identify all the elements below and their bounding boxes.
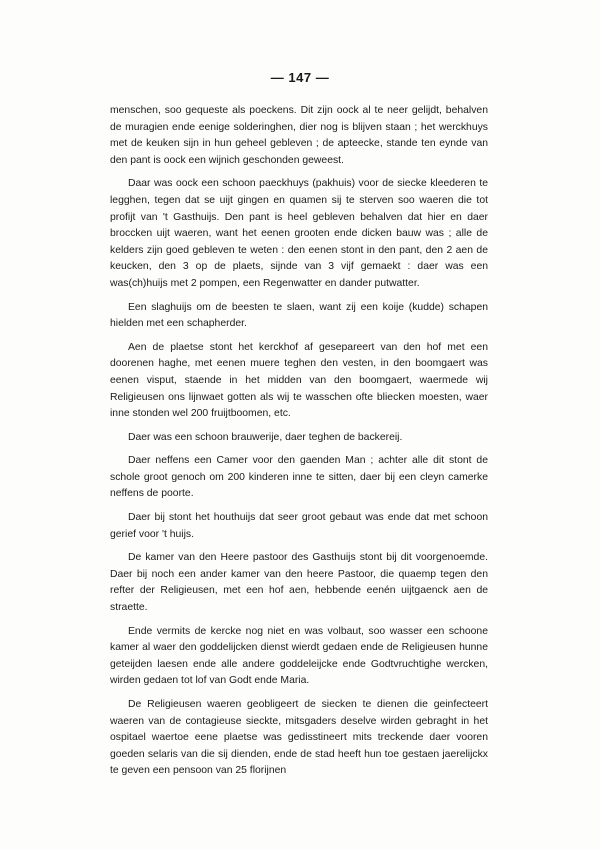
paragraph: Daer was een schoon brauwerije, daer teghen de backereij. [128, 431, 403, 443]
paragraph: Ende vermits de kercke nog niet en was volbaut, soo wasser een schoone kamer al waer den goddelijcken dienst wierdt gedaen ende de Religieusen hunne geteijden laesen ende alle andere goddeleijcke ende Godtvruchtighe wercken, wirden gedaen tot lof van Godt ende Maria. [110, 625, 488, 687]
paragraph: Daar was oock een schoon paeckhuys (pakhuis) voor de siecke kleederen te legghen, tegen dat se uijt gingen en quamen sij te sterven soo waeren die tot profijt van 't Gasthuijs. Den pant is heel gebleven behalven dat hier en daer broccken uijt waeren, want het eenen grooten ende dicken bauw was ; alle de kelders zijn goed gebleven te weten : den eenen stont in den pant, den 2 aen de keucken, den 3 op de plaets, sijnde van 3 vijf gemaekt : daer was een was(ch)huijs met 2 pompen, een Regenwatter en dander putwatter. [110, 178, 488, 289]
paragraph: Daer neffens een Camer voor den gaenden Man ; achter alle dit stont de schole groot genoch om 200 kinderen inne te sitten, daer bij een cleyn camerke neffens de poorte. [110, 455, 488, 500]
page-text [110, 103, 488, 787]
page-number: — 147 — [270, 70, 330, 85]
paragraph: Een slaghuijs om de beesten te slaen, want zij een koije (kudde) schapen hielden met een schapherder. [110, 301, 488, 330]
paragraph: De kamer van den Heere pastoor des Gasthuijs stont bij dit voorgenoemde. Daer bij noch een ander kamer van den heere Pastoor, die quaemp tegen den refter der Religieusen, met een hof aen, hebbende eenén uijtgaenck aen de straette. [110, 552, 488, 614]
paragraph: Daer bij stont het houthuijs dat seer groot gebaut was ende dat met schoon gerief voor 't huijs. [110, 512, 488, 540]
paragraph: menschen, soo gequeste als poeckens. Dit zijn oock al te neer gelijdt, behalven de muragien ende eenige solderinghen, dier nog is blijven staan ; het werckhuys met de keuken sijn in hun geheel gebleven ; de apteecke, stande ten eynde van den pant is oock een wijnich geschonden geweest. [110, 105, 488, 166]
paragraph: De Religieusen waeren geobligeert de siecken te dienen die geinfecteert waeren van de contagieuse sieckte, mitsgaders deselve wirden gebraght in het ospitael waertoe eene plaetse was gedisstineert mits treckende daer vooren goeden selaris van die sij dienden, ende de stad heeft hun toe gestaen jaerelijckx te geven een pensoon van 25 florijnen [110, 699, 488, 777]
paragraph: Aen de plaetse stont het kerckhof af gesepareert van den hof met een doorenen haghe, met eenen muere teghen den vesten, in den boomgaert was eenen visput, staende in het midden van den boomgaert, waermede wij Religieusen ons lijnwaet gotten als wij te wasschen ofte bliecken moesten, waer inne stonden wel 200 fruijtboomen, etc. [110, 341, 488, 420]
